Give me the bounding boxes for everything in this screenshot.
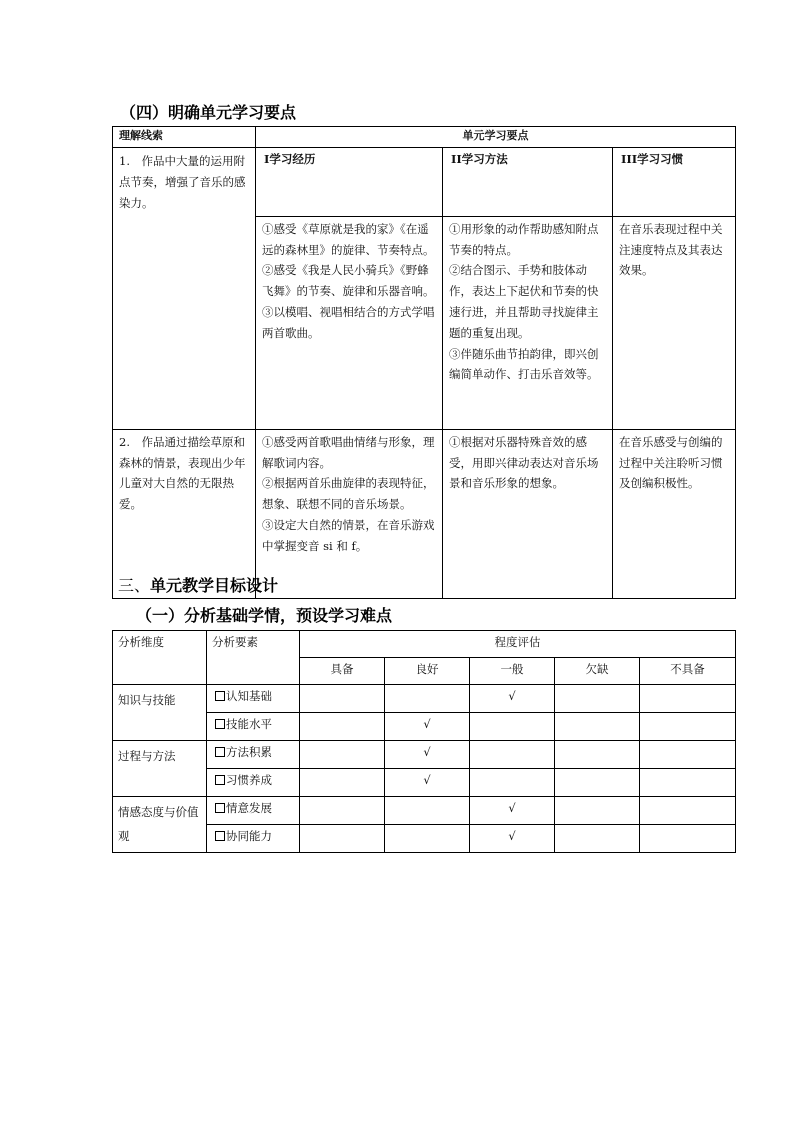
section-heading-3 [118,573,278,596]
level-cell [385,825,470,853]
level-cell [300,741,385,769]
analysis-row [113,825,736,853]
header-element: 分析要素 [207,631,300,685]
checkbox-icon [215,775,225,785]
level-header: 欠缺 [555,658,640,685]
level-cell [470,741,555,769]
check-mark: √ [508,829,516,843]
element-cell [207,769,300,797]
check-mark: √ [423,745,431,759]
element-cell [207,713,300,741]
method-2 [443,429,613,598]
level-cell [385,741,470,769]
header-clue: 理解线索 [113,127,256,148]
check-mark: √ [423,773,431,787]
element-label: 习惯养成 [226,773,272,787]
checkbox-icon [215,719,225,729]
level-header: 一般 [470,658,555,685]
habit-1: 在音乐表现过程中关注速度特点及其表达效果。 [613,216,736,429]
level-cell [640,825,736,853]
sub-header-method: ⅠⅠ学习方法 [443,148,613,217]
clue-2: 2. 作品通过描绘草原和森林的情景，表现出少年儿童对大自然的无限热爱。 [113,429,256,598]
checkbox-icon [215,803,225,813]
checkbox-icon [215,747,225,757]
header-degree: 程度评估 [300,631,736,658]
level-cell [555,713,640,741]
level-cell [300,713,385,741]
analysis-row [113,797,736,825]
method-1-item: ①用形象的动作帮助感知附点节奏的特点。 [449,221,599,257]
element-cell [207,741,300,769]
level-cell [385,685,470,713]
level-cell [640,741,736,769]
check-mark: √ [508,801,516,815]
level-cell [385,797,470,825]
header-dimension: 分析维度 [113,631,207,685]
level-cell [470,713,555,741]
level-cell [555,741,640,769]
level-cell [555,769,640,797]
level-cell [555,797,640,825]
checkbox-icon [215,691,225,701]
element-label: 情意发展 [226,801,272,815]
element-label: 协同能力 [226,829,272,843]
experience-2 [256,429,443,598]
section-heading-3-1: （一）分析基础学情，预设学习难点 [136,606,393,625]
level-cell [300,769,385,797]
level-cell [300,825,385,853]
habit-2: 在音乐感受与创编的过程中关注聆听习惯及创编积极性。 [613,429,736,598]
level-header: 具备 [300,658,385,685]
clue-1-text: 1. 作品中大量的运用附点节奏，增强了音乐的感染力。 [119,154,246,210]
analysis-row [113,713,736,741]
header-points: 单元学习要点 [256,127,736,148]
analysis-row [113,685,736,713]
level-cell [640,713,736,741]
element-label: 方法积累 [226,745,272,759]
level-cell [640,797,736,825]
method-1-item: ③伴随乐曲节拍韵律，即兴创编简单动作、打击乐音效等。 [449,346,599,382]
level-cell [470,685,555,713]
experience-2-item: ②根据两首乐曲旋律的表现特征，想象、联想不同的音乐场景。 [262,476,435,512]
section-3-title: 单元教学目标设计 [150,576,279,595]
level-cell [640,769,736,797]
level-cell [385,713,470,741]
analysis-table [112,630,736,853]
dimension-cell: 知识与技能 [113,685,207,741]
experience-2-item: ①感受两首歌唱曲情绪与形象，理解歌词内容。 [262,434,435,470]
level-cell [385,769,470,797]
sub-header-experience: Ⅰ学习经历 [256,148,443,217]
dimension-cell: 情感态度与价值观 [113,797,207,853]
checkbox-icon [215,831,225,841]
level-cell [300,797,385,825]
level-cell [555,825,640,853]
level-cell [640,685,736,713]
level-header: 良好 [385,658,470,685]
experience-1 [256,216,443,429]
level-cell [300,685,385,713]
analysis-row [113,769,736,797]
experience-1-item: ②感受《我是人民小骑兵》《野蜂飞舞》的节奏、旋律和乐器音响。 [262,263,435,299]
learning-points-table [112,126,736,599]
element-cell [207,685,300,713]
element-cell [207,825,300,853]
experience-2-item: ③设定大自然的情景，在音乐游戏中掌握变音 si 和 f。 [262,518,435,553]
analysis-row [113,741,736,769]
method-1-item: ②结合图示、手势和肢体动作，表达上下起伏和节奏的快速行进，并且帮助寻找旋律主题的重复出现。 [449,263,599,340]
method-1 [443,216,613,429]
level-cell [555,685,640,713]
level-cell [470,769,555,797]
level-cell [470,797,555,825]
dimension-cell: 过程与方法 [113,741,207,797]
section-3-prefix: 三、 [118,576,151,595]
section-heading-4: （四）明确单元学习要点 [120,103,297,122]
sub-header-habit: ⅠⅠⅠ学习习惯 [613,148,736,217]
clue-1-cell [113,216,256,429]
element-label: 技能水平 [226,717,272,731]
check-mark: √ [508,689,516,703]
element-cell [207,797,300,825]
level-header: 不具备 [640,658,736,685]
experience-1-item: ③以模唱、视唱相结合的方式学唱两首歌曲。 [262,305,435,340]
experience-1-item: ①感受《草原就是我的家》《在遥远的森林里》的旋律、节奏特点。 [262,221,435,257]
level-cell [470,825,555,853]
element-label: 认知基础 [226,689,272,703]
check-mark: √ [423,717,431,731]
clue-1-top [113,148,256,217]
method-2-item: ①根据对乐器特殊音效的感受，用即兴律动表达对音乐场景和音乐形象的想象。 [449,434,599,491]
